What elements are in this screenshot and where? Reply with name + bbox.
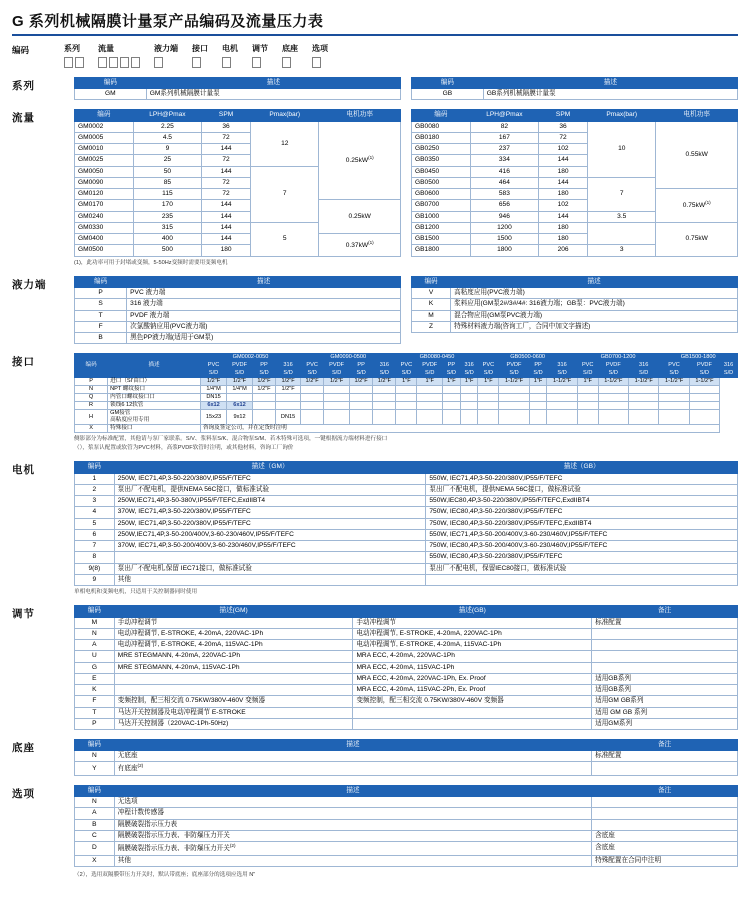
column-header: 电机功率: [319, 110, 401, 121]
column-header: S/D: [629, 370, 659, 378]
code-boxes: [64, 57, 84, 68]
column-header: S/D: [478, 370, 499, 378]
column-header: PVC: [659, 362, 689, 370]
table-row: 2 泵出厂不配电机，提供NEMA 56C接口，做标准试验 泵出厂不配电机，提供NEMA 56C接口，做标准试验: [75, 484, 738, 495]
column-header: PVC: [478, 362, 499, 370]
section-label-series: 系列: [12, 80, 35, 92]
section-motor: [12, 461, 738, 596]
table-row: P PVC 液力端: [75, 288, 401, 299]
col-desc: 描述: [146, 78, 400, 89]
column-header: S/D: [276, 370, 301, 378]
table-row: A 冲程计数传感器: [75, 808, 738, 819]
code-group-label: 流量: [98, 44, 114, 53]
table-row: GM0500 500 180: [75, 245, 401, 256]
table-row: 9(8) 泵出厂不配电机,保留 IEC71接口，做标准试验 泵出厂不配电机，保留IEC80接口，做标准试验: [75, 563, 738, 574]
code-box[interactable]: [192, 57, 201, 68]
table-row: GB1200 1200 180 0.75kW: [412, 222, 738, 233]
column-header: LPH@Pmax: [470, 110, 538, 121]
column-header: LPH@Pmax: [133, 110, 201, 121]
column-header: PP: [443, 362, 461, 370]
column-header: Pmax(bar): [251, 110, 319, 121]
code-box[interactable]: [282, 57, 291, 68]
section-label-adjust: 调节: [12, 608, 35, 621]
column-header: PVDF: [227, 362, 253, 370]
options-note: （2），选用双隔膜带压力开关时，默认带底座；底座部分的选项应选用 N": [74, 871, 256, 878]
column-header: GM0002-0050: [200, 354, 300, 362]
column-header: GB0700-1200: [577, 354, 659, 362]
column-header: Pmax(bar): [588, 110, 656, 121]
column-header: PVDF: [689, 362, 719, 370]
motor-table: 编码 描述（GM） 描述（GB） 1 250W, IEC71,4P,3-50-220/380V,IP55/F/TEFC 550W, IEC71,4P,3-50-220/380V,IP55/F/TEFC 2 泵出厂不配电机，提供NEMA 56C接口，做标准试验 泵出厂不配电机，提供NEMA 56C接口，做标准试验 3 250W,IEC71,4P,3-50-380V,IP55/F/TEFC,ExdIIBT4 550W,IEC80,4P,3-50-220/380V,IP55/F/TEFC,ExdIIBT4 4 370W, IEC71,4P,3-50-220/380V,IP55/F/TEFC 750W, IEC80,4P,3-50-220/380V,IP55/F/TEFC 5 250W, IEC71,4P,3-50-220/380V,IP55/F/TEFC 750W, IEC80,4P,3-50-220/380V,IP55/F/TEFC,ExdIIBT4 6 250W,IEC71,4P,3-50-200/400V,3-60-230/460V,IP55/F/TEFC 550W, IEC71,4P,3-50-200/400V,3-60-230/460V,IP55/F/TEFC 7 370W, IEC71,4P,3-50-200/400V,3-60-230/460V,IP55/F/TEFC 750W, IEC80,4P,3-50-200/400V,3-60-230/460V,IP55/F/TEFC 8 550W, IEC80,4P,3-50-220/380V,IP55/F/TEFC 9(8) 泵出厂不配电机,保留 IEC71接口，做标准试验 泵出厂不配电机，保留IEC80接口，做标准试验 9 其他: [74, 461, 738, 586]
product-code-bar: [12, 43, 738, 68]
code-boxes: [222, 57, 238, 68]
column-header: S/D: [417, 370, 443, 378]
table-row: GM0120 115 72: [75, 189, 401, 200]
liquid-end-left-table: 编码 描述 P PVC 液力端 S 316 液力端 T PVDF 液力端 F 次氯酸钠应用(PVC液力端) B 黑色PP液力端(适用于GM泵): [74, 276, 401, 344]
code-group-interface: [192, 43, 208, 68]
column-header: PP: [252, 362, 275, 370]
code-group-label: 底座: [282, 44, 298, 53]
column-header: S/D: [529, 370, 547, 378]
table-row: G MRE STEGMANN, 4-20mA, 115VAC-1Ph MRA ECC, 4-20mA, 115VAC-1Ph: [75, 662, 738, 673]
column-header: S/D: [577, 370, 598, 378]
column-header: PVDF: [324, 362, 350, 370]
section-liquid-end: [12, 276, 738, 344]
column-header: S/D: [324, 370, 350, 378]
code-box[interactable]: [109, 57, 118, 68]
column-header: SPM: [202, 110, 251, 121]
column-header: S/D: [547, 370, 577, 378]
flow-gb-table: [411, 109, 738, 256]
table-row: GB1800 1800 206 3: [412, 245, 738, 256]
adjust-table: 编码 描述(GM) 描述(GB) 备注 M 手动冲程调节 手动冲程调节 标准配置 N 电动冲程调节, E-STROKE, 4-20mA, 220VAC-1Ph 电动冲程调节, E-STROKE, 4-20mA, 220VAC-1Ph A 电动冲程调节, E-STROKE, 4-20mA, 115VAC-1Ph 电动冲程调节, E-STROKE, 4-20mA, 115VAC-1Ph U MRE STEGMANN, 4-20mA, 220VAC-1Ph MRA ECC, 4-20mA, 220VAC-1Ph G MRE STEGMANN, 4-20mA, 115VAC-1Ph MRA ECC, 4-20mA, 115VAC-1Ph E MRA ECC, 4-20mA, 220VAC-1Ph, Ex. Proof 适用GB系列 K MRA ECC, 4-20mA, 115VAC-2Ph, Ex. Proof 适用GB系列 F 变频控制，配三相交流 0.75KW/380V-460V 变频器 变频控制，配三相交流 0.75KW/380V-460V 变频器 适用GM GB系列 T 马达开关控制器及电动冲程调节 E-STROKE 适用 GM GB 系列 P 马达开关控制器（220VAC-1Ph-50Hz) 适用GM系列: [74, 605, 738, 730]
table-row: F 次氯酸钠应用(PVC液力端): [75, 321, 401, 332]
table-row: 6 250W,IEC71,4P,3-50-200/400V,3-60-230/460V,IP55/F/TEFC 550W, IEC71,4P,3-50-200/400V,3-60-230/460V,IP55/F/TEFC: [75, 529, 738, 540]
liquid-end-right-table: 编码 描述 V 高粘度应用(PVC液力端) K 浆料应用(GM泵2#/3#/4#: 316液力端；GB泵：PVC液力端) M 混合物应用(GM泵PVC液力端) Z 特殊材料液力端(咨询工厂，合同中加文字描述): [411, 276, 738, 333]
table-row: N NPT 螺纹接口 1/4"M 1/4"M 1/2"F 1/2"F: [75, 386, 738, 394]
code-group-label: 调节: [252, 44, 268, 53]
section-label-base: 底座: [12, 742, 35, 755]
table-row: R 锁线6 12软管 6x12 6x12: [75, 402, 738, 410]
table-row: GM0025 25 72: [75, 155, 401, 166]
table-row: U MRE STEGMANN, 4-20mA, 220VAC-1Ph MRA ECC, 4-20mA, 220VAC-1Ph: [75, 651, 738, 662]
table-row: T 马达开关控制器及电动冲程调节 E-STROKE 适用 GM GB 系列: [75, 707, 738, 718]
table-row: GM0050 50 144 7: [75, 166, 401, 177]
flow-gm-note: (1)，此功率可用于封堵或变频，5-50Hz变频时需要用变频电机: [74, 259, 228, 266]
table-row: GB0600 583 180 $0.75kW^{(1)}$: [412, 189, 738, 200]
column-header: 316: [547, 362, 577, 370]
code-group-adjust: [252, 43, 268, 68]
section-series: [12, 77, 738, 100]
interface-footnotes: 侧影部分为标准配置，其他请与泵厂家联系。S/V、浆料泵S/K、混合物泵S/M、若木特殊可选项，一键根据流力端材料进行接口 （），浆泵认配置或软管为PVC材料，高浆PVDF软管时注明，或其他材料，咨询工厂询价: [74, 436, 388, 451]
table-row: V 高粘度应用(PVC液力端): [412, 288, 738, 299]
column-header: PVDF: [417, 362, 443, 370]
col-code: 编码: [75, 78, 147, 89]
table-row: B 黑色PP液力端(适用于GM泵): [75, 333, 401, 344]
code-bar-groups: [64, 43, 738, 68]
column-header: S/D: [301, 370, 324, 378]
table-row: N 电动冲程调节, E-STROKE, 4-20mA, 220VAC-1Ph 电动冲程调节, E-STROKE, 4-20mA, 220VAC-1Ph: [75, 628, 738, 639]
table-row: Y 有底座$^{(2)}$: [75, 762, 738, 775]
code-boxes: [98, 57, 140, 68]
column-header: 316: [460, 362, 478, 370]
column-header: 编码: [75, 354, 108, 378]
table-row: D 隔膜破裂指示压力表、非防爆压力开关$^{(2)}$ 含底座: [75, 842, 738, 855]
table-row: GB0080 82 36 10 0.55kW: [412, 121, 738, 132]
table-row: M 混合物应用(GM泵PVC液力端): [412, 310, 738, 321]
code-group-label: 选项: [312, 44, 328, 53]
table-row: GM GM系列机械隔膜计量泵: [75, 89, 401, 100]
table-row: P 马达开关控制器（220VAC-1Ph-50Hz) 适用GM系列: [75, 718, 738, 729]
code-group-flow: [98, 43, 140, 68]
code-group-liquid-end: [154, 43, 178, 68]
section-label-interface: 接口: [12, 356, 35, 369]
column-header: PVDF: [499, 362, 529, 370]
table-row: GM0170 170 144 0.25kW: [75, 200, 401, 211]
table-row: K MRA ECC, 4-20mA, 115VAC-2Ph, Ex. Proof 适用GB系列: [75, 685, 738, 696]
column-header: 316: [720, 362, 738, 370]
table-row: M 手动冲程调节 手动冲程调节 标准配置: [75, 617, 738, 628]
col-desc: 描述: [483, 78, 737, 89]
table-row: 9 其他: [75, 574, 738, 585]
table-row: GB1500 1500 180: [412, 234, 738, 245]
code-box[interactable]: [120, 57, 129, 68]
column-header: S/D: [443, 370, 461, 378]
column-header: 编码: [75, 110, 134, 121]
table-row: F 变频控制，配三相交流 0.75KW/380V-460V 变频器 变频控制，配三相交流 0.75KW/380V-460V 变频器 适用GM GB系列: [75, 696, 738, 707]
column-header: GB1500-1800: [659, 354, 738, 362]
code-group-series: [64, 43, 84, 68]
table-row: 5 250W, IEC71,4P,3-50-220/380V,IP55/F/TEFC 750W, IEC80,4P,3-50-220/380V,IP55/F/TEFC,ExdIIBT4: [75, 518, 738, 529]
section-flow: [12, 109, 738, 266]
table-row: GB GB系列机械隔膜计量泵: [412, 89, 738, 100]
table-row: GM0005 4.5 72: [75, 132, 401, 143]
code-box[interactable]: [222, 57, 231, 68]
code-box[interactable]: [131, 57, 140, 68]
code-boxes: [192, 57, 208, 68]
column-header: PVC: [396, 362, 417, 370]
column-header: S/D: [499, 370, 529, 378]
table-row: X 特殊接口 咨询及签定公司，并在定货时注明: [75, 425, 738, 433]
code-bar-label: 编码: [12, 45, 30, 55]
table-row: GB0700 656 102: [412, 200, 738, 211]
table-row: N 无选项: [75, 797, 738, 808]
code-group-base: [282, 43, 298, 68]
column-header: 描述: [108, 354, 201, 378]
motor-note: 单相电机和变频电机，只适用于关控制器同时使用: [74, 589, 198, 596]
table-row: GM0330 315 144 5: [75, 222, 401, 233]
column-header: PVC: [301, 362, 324, 370]
table-row: N 无底座 标准配置: [75, 751, 738, 762]
code-group-motor: [222, 43, 238, 68]
table-row: T PVDF 液力端: [75, 310, 401, 321]
code-group-label: 接口: [192, 44, 208, 53]
table-row: H GM接管 高粘度应用专用 15x23 9x12 DN15: [75, 410, 738, 425]
col-code: 编码: [412, 78, 484, 89]
table-row: 8 550W, IEC80,4P,3-50-220/380V,IP55/F/TEFC: [75, 552, 738, 563]
table-row: GM0010 9 144: [75, 144, 401, 155]
table-row: X 其他 特殊配置在合同中注明: [75, 855, 738, 866]
code-box[interactable]: [252, 57, 261, 68]
base-table: 编码 描述 备注 N 无底座 标准配置 Y 有底座$^{(2)}$: [74, 739, 738, 776]
table-row: 1 250W, IEC71,4P,3-50-220/380V,IP55/F/TEFC 550W, IEC71,4P,3-50-220/380V,IP55/F/TEFC: [75, 473, 738, 484]
column-header: PVC: [577, 362, 598, 370]
column-header: S/D: [373, 370, 396, 378]
column-header: S/D: [349, 370, 372, 378]
column-header: S/D: [396, 370, 417, 378]
series-gb-table: [411, 77, 738, 100]
column-header: GM0090-0500: [301, 354, 396, 362]
table-row: 7 370W, IEC71,4P,3-50-200/400V,3-60-230/460V,IP55/F/TEFC 750W, IEC80,4P,3-50-200/400V,3-60-230/460V,IP55/F/TEFC: [75, 541, 738, 552]
column-header: PP: [529, 362, 547, 370]
table-row: GM0090 85 72: [75, 177, 401, 188]
section-label-motor: 电机: [12, 464, 35, 477]
table-row: GB0250 237 102: [412, 144, 738, 155]
code-box[interactable]: [75, 57, 84, 68]
section-label-liquid-end: 液力端: [12, 278, 47, 291]
interface-table: [74, 353, 738, 433]
table-row: GB0350 334 144: [412, 155, 738, 166]
column-header: SPM: [539, 110, 588, 121]
table-row: 4 370W, IEC71,4P,3-50-220/380V,IP55/F/TEFC 750W, IEC80,4P,3-50-220/380V,IP55/F/TEFC: [75, 507, 738, 518]
code-boxes: [252, 57, 268, 68]
column-header: S/D: [460, 370, 478, 378]
table-row: C 隔膜破裂指示压力表、非防爆压力开关 含底座: [75, 830, 738, 841]
code-box[interactable]: [312, 57, 321, 68]
table-row: GB1000 946 144 3.5: [412, 211, 738, 222]
table-row: GB0180 167 72: [412, 132, 738, 143]
table-row: 3 250W,IEC71,4P,3-50-380V,IP55/F/TEFC,ExdIIBT4 550W,IEC80,4P,3-50-220/380V,IP55/F/TEFC,ExdIIBT4: [75, 496, 738, 507]
table-row: B 隔膜破裂指示压力表: [75, 819, 738, 830]
table-row: E MRA ECC, 4-20mA, 220VAC-1Ph, Ex. Proof 适用GB系列: [75, 673, 738, 684]
options-table: 编码 描述 备注 N 无选项 A 冲程计数传感器 B 隔膜破裂指示压力表 C 隔膜破裂指示压力表、非防爆压力开关 含底座 D 隔膜破裂指示压力表、非防爆压力开关$^{(2)}$ 含底座 X 其他 特殊配置在合同中注明: [74, 785, 738, 867]
table-row: GM0400 400 144 $0.37kW^{(1)}$: [75, 234, 401, 245]
code-group-options: [312, 43, 328, 68]
section-interface: [12, 353, 738, 452]
code-box[interactable]: [154, 57, 163, 68]
page-title: [12, 10, 738, 36]
column-header: S/D: [200, 370, 226, 378]
column-header: 电机功率: [656, 110, 738, 121]
column-header: PP: [349, 362, 372, 370]
code-boxes: [282, 57, 298, 68]
column-header: S/D: [720, 370, 738, 378]
column-header: 316: [276, 362, 301, 370]
code-group-label: 液力端: [154, 44, 178, 53]
column-header: 316: [373, 362, 396, 370]
code-boxes: [312, 57, 328, 68]
table-row: GM0002 2.25 36 12 $0.25kW^{(1)}$: [75, 121, 401, 132]
column-header: S/D: [689, 370, 719, 378]
column-header: PVC: [200, 362, 226, 370]
table-row: P 进口（SI'由口） 1/2"F 1/2"F 1/2"F 1/2"F 1/2"F 1/2"F 1/2"F 1/2"F 1"F 1"F 1"F 1"F 1"F 1-1/2"F 1"F 1-1/2"F 1"F 1-1/2"F 1-1/2"F 1-1/2"F 1-1/2"F: [75, 378, 738, 386]
column-header: GB0080-0450: [396, 354, 478, 362]
section-adjust: [12, 605, 738, 730]
flow-gm-table: [74, 109, 401, 256]
section-label-options: 选项: [12, 787, 35, 800]
table-row: GB0500 464 144 7: [412, 177, 738, 188]
section-label-flow: 流量: [12, 112, 35, 125]
code-group-label: 电机: [222, 44, 238, 53]
code-box[interactable]: [64, 57, 73, 68]
page-title-text: G 系列机械隔膜计量泵产品编码及流量压力表: [12, 13, 324, 30]
table-row: K 浆料应用(GM泵2#/3#/4#: 316液力端；GB泵：PVC液力端): [412, 299, 738, 310]
section-base: [12, 739, 738, 776]
section-options: [12, 785, 738, 878]
code-box[interactable]: [98, 57, 107, 68]
column-header: 编码: [412, 110, 471, 121]
table-row: S 316 液力端: [75, 299, 401, 310]
table-row: GB0450 416 180: [412, 166, 738, 177]
column-header: GB0500-0600: [478, 354, 577, 362]
table-row: A 电动冲程调节, E-STROKE, 4-20mA, 115VAC-1Ph 电动冲程调节, E-STROKE, 4-20mA, 115VAC-1Ph: [75, 640, 738, 651]
column-header: S/D: [227, 370, 253, 378]
column-header: S/D: [598, 370, 628, 378]
column-header: 316: [629, 362, 659, 370]
table-row: GM0240 235 144: [75, 211, 401, 222]
table-row: Z 特殊材料液力端(咨询工厂，合同中加文字描述): [412, 321, 738, 332]
code-group-label: 系列: [64, 44, 80, 53]
column-header: S/D: [659, 370, 689, 378]
code-boxes: [154, 57, 178, 68]
column-header: S/D: [252, 370, 275, 378]
series-gm-table: [74, 77, 401, 100]
column-header: PVDF: [598, 362, 628, 370]
table-row: Q 内管口螺纹接口口 DN15: [75, 394, 738, 402]
